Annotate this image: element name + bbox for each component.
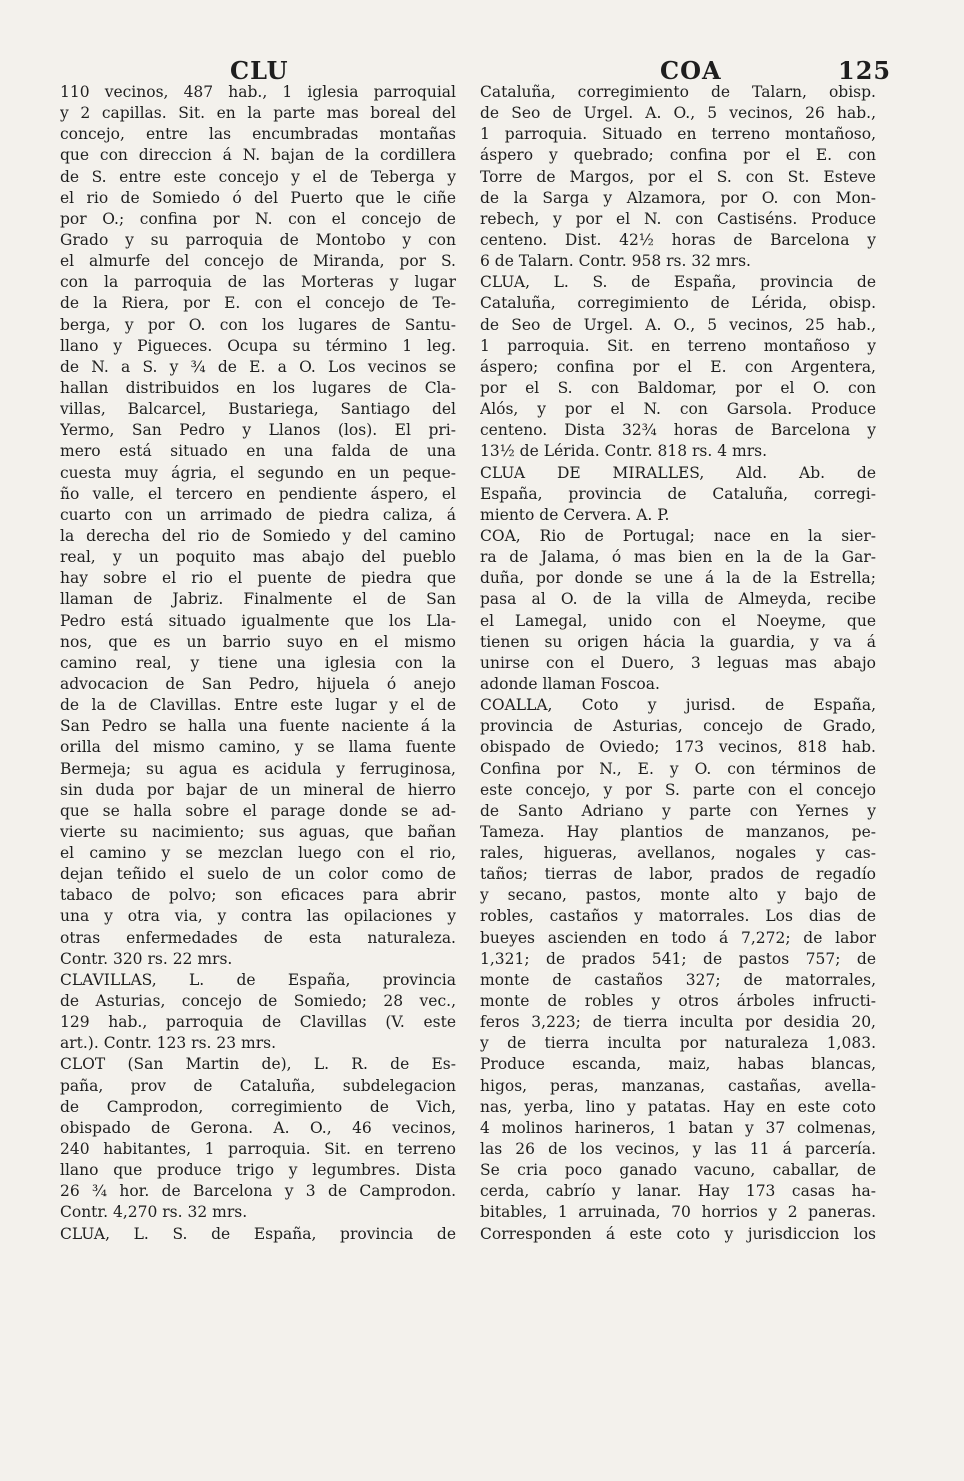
text-line: bueyes ascienden en todo á 7,272; de labor	[480, 928, 876, 947]
text-line: áspero; confina por el E. con Argentera,	[480, 357, 876, 376]
text-line: el rio de Somiedo ó del Puerto que le ciñe	[60, 188, 456, 207]
text-line: Bermeja; su agua es acidula y ferruginosa,	[60, 759, 456, 778]
text-line: rales, higueras, avellanos, nogales y cas-	[480, 844, 876, 863]
text-line: Contr. 320 rs. 22 mrs.	[60, 949, 233, 968]
text-line: de la Riera, por E. con el concejo de Te-	[60, 294, 456, 313]
text-line: hallan distribuidos en los lugares de Cla-	[60, 378, 456, 397]
text-line: adonde llaman Foscoa.	[480, 674, 660, 693]
text-line: nas, yerba, lino y patatas. Hay en este coto	[480, 1097, 876, 1116]
text-line: este concejo, y por S. parte con el concejo	[480, 780, 876, 799]
text-line: pasa al O. de la villa de Almeyda, recibe	[480, 590, 876, 609]
text-line: y secano, pastos, monte alto y bajo de	[480, 886, 876, 905]
text-line: cuarto con un arrimado de piedra caliza, á	[60, 505, 456, 524]
text-line: Cataluña, corregimiento de Talarn, obisp.	[480, 83, 876, 101]
text-line: feros 3,223; de tierra inculta por desidia 20,	[480, 1013, 876, 1032]
text-line: 6 de Talarn. Contr. 958 rs. 32 mrs.	[480, 252, 751, 271]
text-line: COALLA, Coto y jurisd. de España,	[480, 696, 876, 715]
text-line: Cataluña, corregimiento de Lérida, obisp.	[480, 294, 876, 313]
text-line: 129 hab., parroquia de Clavillas (V. este	[60, 1013, 456, 1032]
left-text-column	[60, 82, 456, 1245]
text-line: Grado y su parroquia de Montobo y con	[60, 230, 456, 249]
text-line: dejan teñido el suelo de un color como de	[60, 865, 456, 884]
text-line: mero está situado en una falda de una	[60, 442, 456, 461]
text-line: robles, castaños y matorrales. Los dias de	[480, 907, 876, 926]
text-line: y de tierra inculta por naturaleza 1,083.	[480, 1034, 876, 1053]
text-line: obispado de Gerona. A. O., 46 vecinos,	[60, 1118, 456, 1137]
text-line: 1,321; de prados 541; de pastos 757; de	[480, 949, 876, 968]
text-line: una y otra via, y contra las opilaciones y	[60, 907, 456, 926]
text-line: monte de robles y otros árboles infructi-	[480, 992, 876, 1011]
text-line: Contr. 4,270 rs. 32 mrs.	[60, 1203, 248, 1222]
text-line: de Seo de Urgel. A. O., 5 vecinos, 26 hab.,	[480, 104, 876, 123]
text-line: 240 habitantes, 1 parroquia. Sit. en terreno	[60, 1140, 456, 1159]
text-line: las 26 de los vecinos, y las 11 á parcería.	[480, 1140, 876, 1159]
text-line: 1 parroquia. Situado en terreno montañoso,	[480, 125, 876, 144]
text-line: CLUA, L. S. de España, provincia de	[480, 273, 876, 292]
text-line: tienen su origen hácia la guardia, y va á	[480, 632, 876, 651]
text-line: CLAVILLAS, L. de España, provincia	[60, 970, 456, 989]
text-line: Tameza. Hay plantios de manzanos, pe-	[480, 822, 876, 841]
text-line: concejo, entre las encumbradas montañas	[60, 125, 456, 144]
text-line: de la de Clavillas. Entre este lugar y el de	[60, 696, 456, 715]
text-line: real, y un poquito mas abajo del pueblo	[60, 548, 456, 567]
text-line: Torre de Margos, por el S. con St. Esteve	[480, 167, 876, 186]
text-line: 1 parroquia. Sit. en terreno montañoso y	[480, 336, 876, 355]
text-line: higos, peras, manzanas, castañas, avella-	[480, 1076, 876, 1095]
text-line: villas, Balcarcel, Bustariega, Santiago del	[60, 400, 456, 419]
text-line: Se cria poco ganado vacuno, caballar, de	[480, 1161, 876, 1180]
text-line: Pedro está situado igualmente que los Lla-	[60, 611, 456, 630]
text-line: ño valle, el tercero en pendiente áspero, el	[60, 484, 456, 503]
text-line: miento de Cervera. A. P.	[480, 505, 670, 524]
text-line: tabaco de polvo; son eficaces para abrir	[60, 886, 456, 905]
text-line: camino real, y tiene una iglesia con la	[60, 653, 456, 672]
text-line: por el S. con Baldomar, por el O. con	[480, 378, 876, 397]
text-line: con la parroquia de las Morteras y lugar	[60, 273, 456, 292]
text-line: que con direccion á N. bajan de la cordillera	[60, 146, 456, 165]
text-line: el Lamegal, unido con el Noeyme, que	[480, 611, 876, 630]
text-line: COA, Rio de Portugal; nace en la sier-	[480, 526, 876, 545]
text-line: el camino y se mezclan luego con el rio,	[60, 844, 456, 863]
text-line: de Seo de Urgel. A. O., 5 vecinos, 25 hab.,	[480, 315, 876, 334]
text-line: centeno. Dista 32¾ horas de Barcelona y	[480, 421, 876, 440]
text-line: España, provincia de Cataluña, corregi-	[480, 484, 876, 503]
text-line: advocacion de San Pedro, hijuela ó anejo	[60, 674, 456, 693]
text-line: duña, por donde se une á la de la Estrella;	[480, 569, 876, 588]
text-line: taños; tierras de labor, prados de regadío	[480, 865, 876, 884]
text-line: ra de Jalama, ó mas bien en la de la Gar-	[480, 548, 876, 567]
text-line: vierte su nacimiento; sus aguas, que bañan	[60, 822, 456, 841]
text-line: llaman de Jabriz. Finalmente el de San	[60, 590, 456, 609]
text-line: de Santo Adriano y parte con Yernes y	[480, 801, 876, 820]
text-line: obispado de Oviedo; 173 vecinos, 818 hab.	[480, 738, 876, 757]
text-line: Alós, y por el N. con Garsola. Produce	[480, 400, 876, 419]
text-line: de S. entre este concejo y el de Teberga y	[60, 167, 456, 186]
text-line: 26 ¾ hor. de Barcelona y 3 de Camprodon.	[60, 1182, 456, 1201]
page-number: 125	[838, 56, 892, 85]
text-line: de Asturias, concejo de Somiedo; 28 vec.,	[60, 992, 456, 1011]
text-line: de N. a S. y ¾ de E. a O. Los vecinos se	[60, 357, 456, 376]
text-line: CLUA, L. S. de España, provincia de	[60, 1224, 456, 1243]
text-line: la derecha del rio de Somiedo y del camino	[60, 526, 456, 545]
text-line: berga, y por O. con los lugares de Santu-	[60, 315, 456, 334]
text-line: art.). Contr. 123 rs. 23 mrs.	[60, 1034, 277, 1053]
text-line: CLUA DE MIRALLES, Ald. Ab. de	[480, 463, 876, 482]
text-line: cerda, cabrío y lanar. Hay 173 casas ha-	[480, 1182, 876, 1201]
text-line: áspero y quebrado; confina por el E. con	[480, 146, 876, 165]
text-line: Confina por N., E. y O. con términos de	[480, 759, 876, 778]
text-line: CLOT (San Martin de), L. R. de Es-	[60, 1055, 456, 1074]
text-line: bitables, 1 arruinada, 70 horrios y 2 paneras.	[480, 1203, 876, 1222]
text-line: paña, prov de Cataluña, subdelegacion	[60, 1076, 456, 1095]
text-line: otras enfermedades de esta naturaleza.	[60, 928, 456, 947]
text-line: de la Sarga y Alzamora, por O. con Mon-	[480, 188, 876, 207]
running-head-left: CLU	[230, 56, 289, 85]
text-line: el almurfe del concejo de Miranda, por S.	[60, 252, 456, 271]
text-line: orilla del mismo camino, y se llama fuente	[60, 738, 456, 757]
running-head-center: COA	[660, 56, 722, 85]
text-line: Yermo, San Pedro y Llanos (los). El pri-	[60, 421, 456, 440]
text-line: rebech, y por el N. con Castiséns. Produce	[480, 209, 876, 228]
text-line: 110 vecinos, 487 hab., 1 iglesia parroquial	[60, 83, 456, 101]
text-line: de Camprodon, corregimiento de Vich,	[60, 1097, 456, 1116]
text-line: llano que produce trigo y legumbres. Dista	[60, 1161, 456, 1180]
text-line: que se halla sobre el parage donde se ad-	[60, 801, 456, 820]
text-line: 13½ de Lérida. Contr. 818 rs. 4 mrs.	[480, 442, 768, 461]
text-line: llano y Pigueces. Ocupa su término 1 leg.	[60, 336, 456, 355]
text-line: San Pedro se halla una fuente naciente á la	[60, 717, 456, 736]
text-line: 4 molinos harineros, 1 batan y 37 colmenas,	[480, 1118, 876, 1137]
text-line: provincia de Asturias, concejo de Grado,	[480, 717, 876, 736]
text-line: unirse con el Duero, 3 leguas mas abajo	[480, 653, 876, 672]
right-text-column	[480, 82, 876, 1245]
text-line: hay sobre el rio el puente de piedra que	[60, 569, 456, 588]
text-line: nos, que es un barrio suyo en el mismo	[60, 632, 456, 651]
text-line: Produce escanda, maiz, habas blancas,	[480, 1055, 876, 1074]
text-line: sin duda por bajar de un mineral de hierro	[60, 780, 456, 799]
text-line: Corresponden á este coto y jurisdiccion los	[480, 1224, 876, 1243]
text-line: por O.; confina por N. con el concejo de	[60, 209, 456, 228]
text-line: cuesta muy ágria, el segundo en un peque-	[60, 463, 456, 482]
text-line: centeno. Dist. 42½ horas de Barcelona y	[480, 230, 876, 249]
text-line: monte de castaños 327; de matorrales,	[480, 970, 876, 989]
text-line: y 2 capillas. Sit. en la parte mas boreal del	[60, 104, 456, 123]
